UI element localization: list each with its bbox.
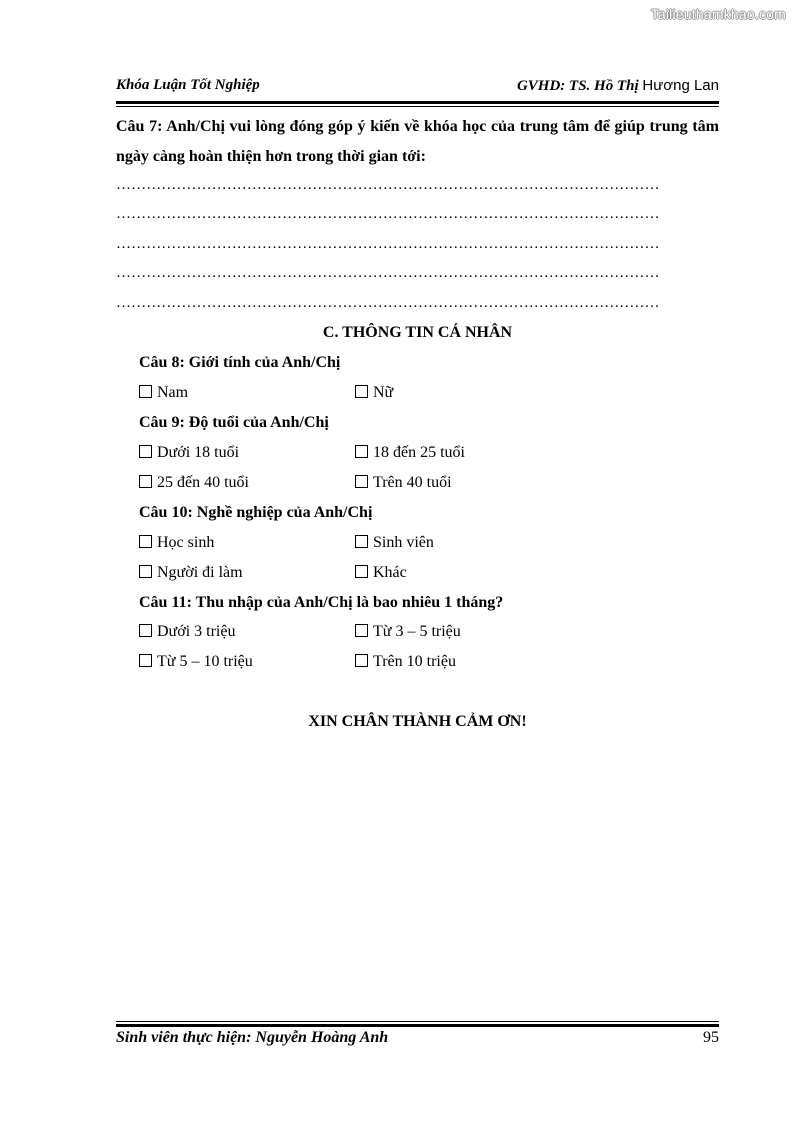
option-nam[interactable] xyxy=(139,384,188,402)
page-number: 95 xyxy=(703,1029,719,1046)
option-label: Khác xyxy=(373,564,407,581)
header-advisor-name: Hương Lan xyxy=(642,77,719,94)
question-10-title: Câu 10: Nghề nghiệp của Anh/Chị xyxy=(139,504,373,521)
section-title: C. THÔNG TIN CÁ NHÂN xyxy=(322,324,513,341)
question-11-title: Câu 11: Thu nhập của Anh/Chị là bao nhiêu 1 tháng? xyxy=(139,594,504,611)
option-label: Nam xyxy=(157,384,189,401)
checkbox-icon[interactable] xyxy=(139,445,152,458)
header-advisor-label: GVHD: TS. Hồ Thị xyxy=(516,78,639,94)
page-footer xyxy=(116,1029,719,1053)
option-under-3m[interactable] xyxy=(139,623,235,641)
watermark: Tailieuthamkhao.com xyxy=(650,6,786,22)
checkbox-icon[interactable] xyxy=(139,624,152,637)
option-label: 25 đến 40 tuổi xyxy=(157,474,249,491)
answer-line: ……………………………………………………………………………………………… xyxy=(116,206,660,222)
closing-message: XIN CHÂN THÀNH CẢM ƠN! xyxy=(308,713,527,730)
option-label: Dưới 3 triệu xyxy=(157,623,236,640)
header-thesis-title: Khóa Luận Tốt Nghiệp xyxy=(116,77,260,93)
option-sinh-vien[interactable] xyxy=(355,534,434,552)
question-9-title: Câu 9: Độ tuổi của Anh/Chị xyxy=(139,414,329,431)
option-hoc-sinh[interactable] xyxy=(139,534,214,552)
option-label: Người đi làm xyxy=(157,564,243,581)
option-over-40[interactable] xyxy=(355,474,452,492)
option-under-18[interactable] xyxy=(139,444,239,462)
checkbox-icon[interactable] xyxy=(355,445,368,458)
answer-line: ……………………………………………………………………………………………… xyxy=(116,295,660,311)
checkbox-icon[interactable] xyxy=(355,654,368,667)
checkbox-icon[interactable] xyxy=(139,654,152,667)
option-label: Trên 10 triệu xyxy=(373,653,456,670)
answer-line: ……………………………………………………………………………………………… xyxy=(116,265,660,281)
option-label: Dưới 18 tuổi xyxy=(157,444,240,461)
header-advisor xyxy=(517,77,719,95)
option-label: Từ 3 – 5 triệu xyxy=(373,623,461,640)
checkbox-icon[interactable] xyxy=(355,385,368,398)
header-rule-thick xyxy=(116,101,719,104)
option-nu[interactable] xyxy=(355,384,393,402)
option-nguoi-di-lam[interactable] xyxy=(139,564,243,582)
answer-line: ……………………………………………………………………………………………… xyxy=(116,177,660,193)
option-5-10m[interactable] xyxy=(139,653,253,671)
option-label: 18 đến 25 tuổi xyxy=(373,444,465,461)
footer-student: Sinh viên thực hiện: Nguyễn Hoàng Anh xyxy=(116,1029,389,1046)
option-label: Sinh viên xyxy=(373,534,434,551)
footer-rule-thick xyxy=(116,1024,719,1027)
checkbox-icon[interactable] xyxy=(139,385,152,398)
checkbox-icon[interactable] xyxy=(355,475,368,488)
option-25-40[interactable] xyxy=(139,474,249,492)
checkbox-icon[interactable] xyxy=(139,475,152,488)
option-18-25[interactable] xyxy=(355,444,465,462)
question-8-title: Câu 8: Giới tính của Anh/Chị xyxy=(139,354,341,371)
checkbox-icon[interactable] xyxy=(139,535,152,548)
answer-line: ……………………………………………………………………………………………… xyxy=(116,236,660,252)
header-rule-thin xyxy=(116,106,719,107)
checkbox-icon[interactable] xyxy=(355,565,368,578)
checkbox-icon[interactable] xyxy=(355,624,368,637)
option-3-5m[interactable] xyxy=(355,623,461,641)
footer-rule-thin xyxy=(116,1021,719,1022)
checkbox-icon[interactable] xyxy=(355,535,368,548)
option-label: Trên 40 tuổi xyxy=(373,474,452,491)
checkbox-icon[interactable] xyxy=(139,565,152,578)
option-label: Từ 5 – 10 triệu xyxy=(157,653,253,670)
option-over-10m[interactable] xyxy=(355,653,456,671)
option-label: Nữ xyxy=(373,384,394,401)
question-7: Câu 7: Anh/Chị vui lòng đóng góp ý kiến về khóa học của trung tâm để giúp trung tâm ngày càng hoàn thiện hơn trong thời gian tới: xyxy=(116,118,719,165)
option-label: Học sinh xyxy=(157,534,215,551)
option-khac[interactable] xyxy=(355,564,407,582)
page-header xyxy=(116,77,719,101)
